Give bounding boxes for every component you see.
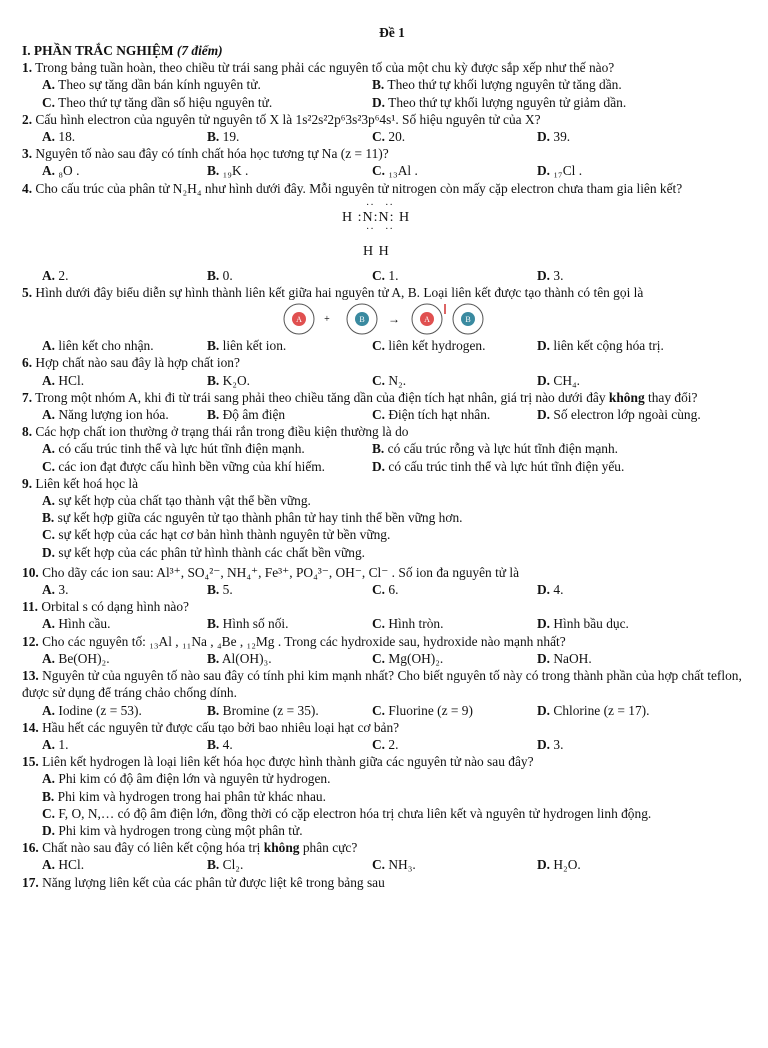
answer-options: [22, 856, 762, 873]
svg-text:A: A: [296, 315, 302, 325]
answer-option: D. có cấu trúc tinh thể và lực hút tĩnh điện yếu.: [372, 458, 625, 474]
answer-option: A. 3.: [42, 582, 69, 598]
svg-text:+: +: [324, 314, 330, 326]
answer-option: A. 18.: [42, 129, 76, 145]
question-7: 7. Trong một nhóm A, khi đi từ trái sang phải theo chiều tăng dần của điện tích hạt nhân, giá trị nào dưới đây không thay đổi?: [22, 389, 698, 405]
answer-options: [22, 736, 762, 753]
question-17: 17. Năng lượng liên kết của các phân tử được liệt kê trong bảng sau: [22, 874, 385, 890]
answer-option: B. ₁₉K .: [207, 163, 249, 179]
answer-options: [22, 458, 762, 475]
answer-option: B. Hình số nối.: [207, 616, 289, 632]
answer-option: B. 19.: [207, 129, 240, 145]
bond-diagram: [22, 301, 762, 337]
question-5: 5. Hình dưới đây biểu diễn sự hình thành liên kết giữa hai nguyên tử A, B. Loại liên kết được tạo thành có tên gọi là: [22, 285, 644, 301]
answer-option: B. liên kết ion.: [207, 338, 287, 354]
answer-option: A. 2.: [42, 267, 69, 283]
answer-option: A. sự kết hợp của chất tạo thành vật thể bền vững.: [42, 493, 311, 509]
answer-option: C. sự kết hợp của các hạt cơ bản hình thành nguyên tử bền vững.: [42, 527, 391, 543]
answer-options: [22, 337, 762, 354]
answer-option: A. Hình cầu.: [42, 616, 111, 632]
answer-options: [22, 702, 762, 719]
lewis-structure: H :N:N: H ·· ·· ·· ·· H H: [342, 199, 411, 259]
section-heading: I. PHẦN TRẮC NGHIỆM (7 điểm): [22, 43, 223, 58]
answer-options: [22, 76, 762, 93]
answer-option: B. 0.: [207, 267, 233, 283]
answer-option: C. F, O, N,… có độ âm điện lớn, đồng thời có cặp electron hóa trị chưa liên kết và nguyên tử hydrogen linh động.: [42, 805, 652, 821]
answer-options: [22, 440, 762, 457]
answer-option: C. ₁₃Al .: [372, 163, 418, 179]
answer-option: C. liên kết hydrogen.: [372, 338, 486, 354]
question-4: 4. Cho cấu trúc của phân tử N₂H₄ như hình dưới đây. Mỗi nguyên tử nitrogen còn mấy cặp electron chưa tham gia liên kết?: [22, 180, 683, 196]
answer-option: C. 1.: [372, 267, 399, 283]
answer-option: B. Phi kim và hydrogen trong hai phân tử khác nhau.: [42, 788, 326, 804]
answer-option: C. Điện tích hạt nhân.: [372, 407, 491, 423]
answer-option: C. Hình tròn.: [372, 616, 444, 632]
svg-text:A: A: [424, 315, 430, 325]
answer-option: D. Phi kim và hydrogen trong cùng một phân tử.: [42, 822, 303, 838]
question-2: 2. Cấu hình electron của nguyên tử nguyên tố X là 1s²2s²2p⁶3s²3p⁶4s¹. Số hiệu nguyên tử của X?: [22, 111, 541, 127]
answer-option: B. K₂O.: [207, 372, 250, 388]
answer-option: A. có cấu trúc tinh thể và lực hút tĩnh điện mạnh.: [42, 441, 305, 457]
answer-option: D. 4.: [537, 582, 564, 598]
answer-option: D. liên kết cộng hóa trị.: [537, 338, 664, 354]
answer-option: D. ₁₇Cl .: [537, 163, 583, 179]
answer-option: A. Phi kim có độ âm điện lớn và nguyên tử hydrogen.: [42, 771, 331, 787]
answer-option: A. ₈O .: [42, 163, 80, 179]
answer-option: B. 4.: [207, 736, 233, 752]
answer-option: A. liên kết cho nhận.: [42, 338, 154, 354]
answer-option: B. Độ âm điện: [207, 407, 286, 423]
question-15: 15. Liên kết hydrogen là loại liên kết hóa học được hình thành giữa các nguyên tử nào sau đây?: [22, 754, 534, 770]
answer-option: B. 5.: [207, 582, 233, 598]
answer-option: A. 1.: [42, 736, 69, 752]
svg-text:→: →: [388, 312, 400, 327]
answer-options: [22, 650, 762, 667]
answer-options: [22, 372, 762, 389]
option-d: D. Theo thứ tự khối lượng nguyên tử giảm dần.: [372, 94, 627, 110]
answer-options: [22, 581, 762, 598]
answer-option: C. Mg(OH)₂.: [372, 650, 444, 666]
answer-option: C. Fluorine (z = 9): [372, 702, 473, 718]
answer-option: C. các ion đạt được cấu hình bền vững của khí hiếm.: [42, 458, 326, 474]
exam-title: Đề 1: [379, 25, 405, 40]
answer-option: D. Hình bầu dục.: [537, 616, 629, 632]
question-8: 8. Các hợp chất ion thường ở trạng thái rắn trong điều kiện thường là do: [22, 424, 409, 440]
question-14: 14. Hầu hết các nguyên tử được cấu tạo bởi bao nhiêu loại hạt cơ bản?: [22, 719, 400, 735]
answer-option: D. Số electron lớp ngoài cùng.: [537, 407, 701, 423]
option-a: A. Theo sự tăng dần bán kính nguyên tử.: [42, 77, 261, 93]
question-11: 11. Orbital s có dạng hình nào?: [22, 599, 189, 615]
question-13: 13. Nguyên tử của nguyên tố nào sau đây có tính phi kim mạnh nhất? Cho biết nguyên tố này có trong thành phần của hợp chất teflon, được sử dụng để tráng chảo chống dính.: [22, 668, 742, 701]
answer-options: [22, 162, 762, 179]
question-9: 9. Liên kết hoá học là: [22, 475, 139, 491]
answer-options: [22, 267, 762, 284]
answer-option: A. Be(OH)₂.: [42, 650, 110, 666]
ion-formation-svg: [277, 302, 507, 336]
answer-option: B. Al(OH)₃.: [207, 650, 272, 666]
answer-option: D. 39.: [537, 129, 571, 145]
svg-text:B: B: [359, 315, 365, 325]
answer-options: [22, 94, 762, 111]
answer-option: D. 3.: [537, 267, 564, 283]
option-c: C. Theo thứ tự tăng dần số hiệu nguyên tử.: [42, 94, 273, 110]
question-3: 3. Nguyên tố nào sau đây có tính chất hóa học tương tự Na (z = 11)?: [22, 146, 389, 162]
answer-options: [22, 492, 762, 561]
answer-options: [22, 406, 762, 423]
answer-option: A. HCl.: [42, 857, 85, 873]
question-12: 12. Cho các nguyên tố: ₁₃Al , ₁₁Na , ₄Be , ₁₂Mg . Trong các hydroxide sau, hydroxide nào mạnh nhất?: [22, 633, 566, 649]
svg-text:B: B: [465, 315, 471, 325]
exam-page: [22, 24, 762, 891]
answer-options: [22, 128, 762, 145]
option-b: B. Theo thứ tự khối lượng nguyên tử tăng dần.: [372, 77, 622, 93]
answer-option: D. H₂O.: [537, 857, 581, 873]
answer-option: D. sự kết hợp của các phân tử hình thành các chất bền vững.: [42, 544, 365, 560]
answer-option: B. Cl₂.: [207, 857, 244, 873]
question-1: 1. Trong bảng tuần hoàn, theo chiều từ trái sang phải các nguyên tố của một chu kỳ được sắp xếp như thế nào?: [22, 60, 615, 76]
answer-options: [22, 615, 762, 632]
answer-option: B. Bromine (z = 35).: [207, 702, 319, 718]
answer-option: A. HCl.: [42, 372, 85, 388]
answer-option: D. CH₄.: [537, 372, 581, 388]
answer-option: C. 2.: [372, 736, 399, 752]
answer-option: B. có cấu trúc rỗng và lực hút tĩnh điện mạnh.: [372, 441, 619, 457]
answer-option: D. Chlorine (z = 17).: [537, 702, 650, 718]
answer-options: [22, 770, 762, 839]
answer-option: C. N₂.: [372, 372, 407, 388]
question-10: 10. Cho dãy các ion sau: Al³⁺, SO₄²⁻, NH₄⁺, Fe³⁺, PO₄³⁻, OH⁻, Cl⁻ . Số ion đa nguyên tử là: [22, 564, 520, 580]
answer-option: B. sự kết hợp giữa các nguyên tử tạo thành phân tử hay tinh thể bền vững hơn.: [42, 510, 463, 526]
question-16: 16. Chất nào sau đây có liên kết cộng hóa trị không phân cực?: [22, 840, 358, 856]
answer-option: D. 3.: [537, 736, 564, 752]
answer-option: A. Iodine (z = 53).: [42, 702, 142, 718]
answer-option: C. 6.: [372, 582, 399, 598]
answer-option: A. Năng lượng ion hóa.: [42, 407, 169, 423]
answer-option: C. 20.: [372, 129, 406, 145]
question-6: 6. Hợp chất nào sau đây là hợp chất ion?: [22, 355, 240, 371]
answer-option: C. NH₃.: [372, 857, 416, 873]
answer-option: D. NaOH.: [537, 650, 592, 666]
